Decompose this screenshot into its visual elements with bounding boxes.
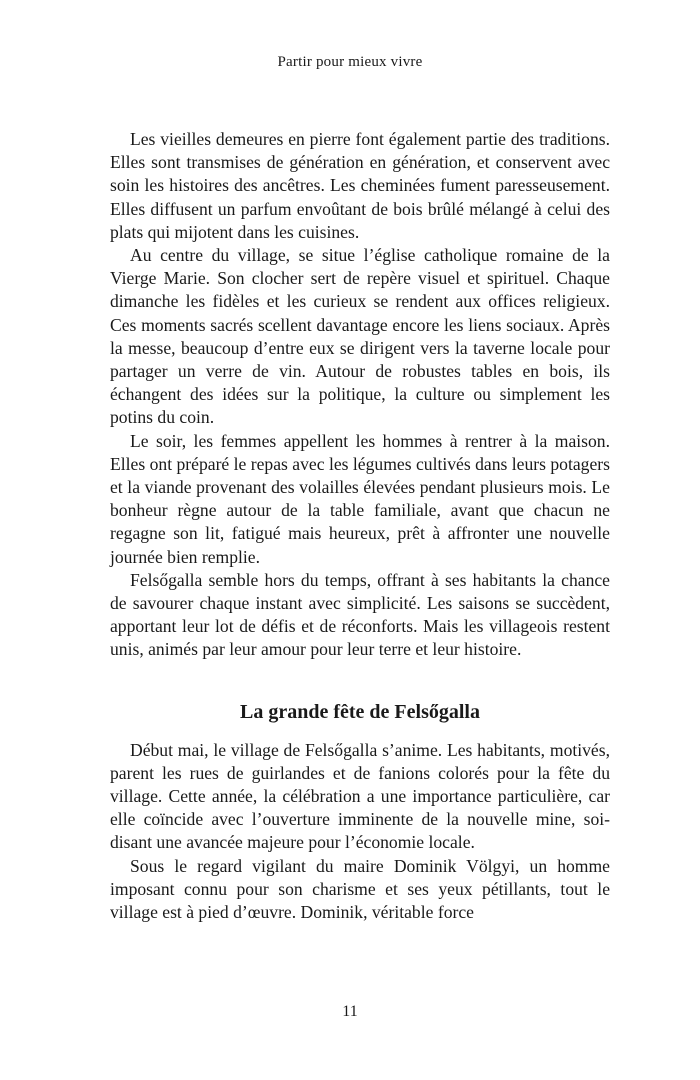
paragraph-mayor: Sous le regard vigilant du maire Dominik Völgyi, un homme imposant connu pour son charisme et ses yeux pétillants, tout le village est à pied d’œuvre. Dominik, véritable force — [110, 855, 610, 923]
paragraph-evening: Le soir, les femmes appellent les hommes à rentrer à la maison. Elles ont préparé le repas avec les légumes cultivés dans leurs potagers et la viande provenant des volailles élevées pendant plusieurs mois. Le bonheur règne autour de la table familiale, avant que chacun ne regagne son lit, fatigué mais heureux, prêt à affronter une nouvelle journée bien remplie. — [110, 430, 610, 567]
section-title: La grande fête de Felsőgalla — [240, 700, 480, 723]
page-number: 11 — [342, 1003, 358, 1020]
paragraph-may-festival: Début mai, le village de Felsőgalla s’anime. Les habitants, motivés, parent les rues de guirlandes et de fanions colorés pour la fête du village. Cette année, la célébration a une importance particulière, car elle coïncide avec l’ouverture imminente de la nouvelle mine, soi-disant une avancée majeure pour l’économie locale. — [110, 739, 610, 853]
paragraph-stone-houses: Les vieilles demeures en pierre font également partie des traditions. Elles sont transmises de génération en génération, et conservent avec soin les histoires des ancêtres. Les cheminées fument paresseusement. Elles diffusent un parfum envoûtant de bois brûlé mélangé à celui des plats qui mijotent dans les cuisines. — [110, 129, 610, 242]
paragraph-church: Au centre du village, se situe l’église catholique romaine de la Vierge Marie. Son clocher sert de repère visuel et spirituel. Chaque dimanche les fidèles et les curieux se rendent aux offices religieux. Ces moments sacrés scellent davantage encore les liens sociaux. Après la messe, beaucoup d’entre eux se dirigent vers la taverne locale pour partager un verre de vin. Autour de robustes tables en bois, ils échangent des idées sur la politique, la culture ou simplement les potins du coin. — [110, 245, 610, 428]
paragraph-felsogalla-timeless: Felsőgalla semble hors du temps, offrant à ses habitants la chance de savourer chaque instant avec simplicité. Les saisons se succèdent, apportant leur lot de défis et de réconforts. Mais les villageois restent unis, animés par leur amour pour leur terre et leur histoire. — [110, 569, 610, 660]
body-text — [110, 128, 610, 924]
running-header: Partir pour mieux vivre — [277, 54, 423, 70]
